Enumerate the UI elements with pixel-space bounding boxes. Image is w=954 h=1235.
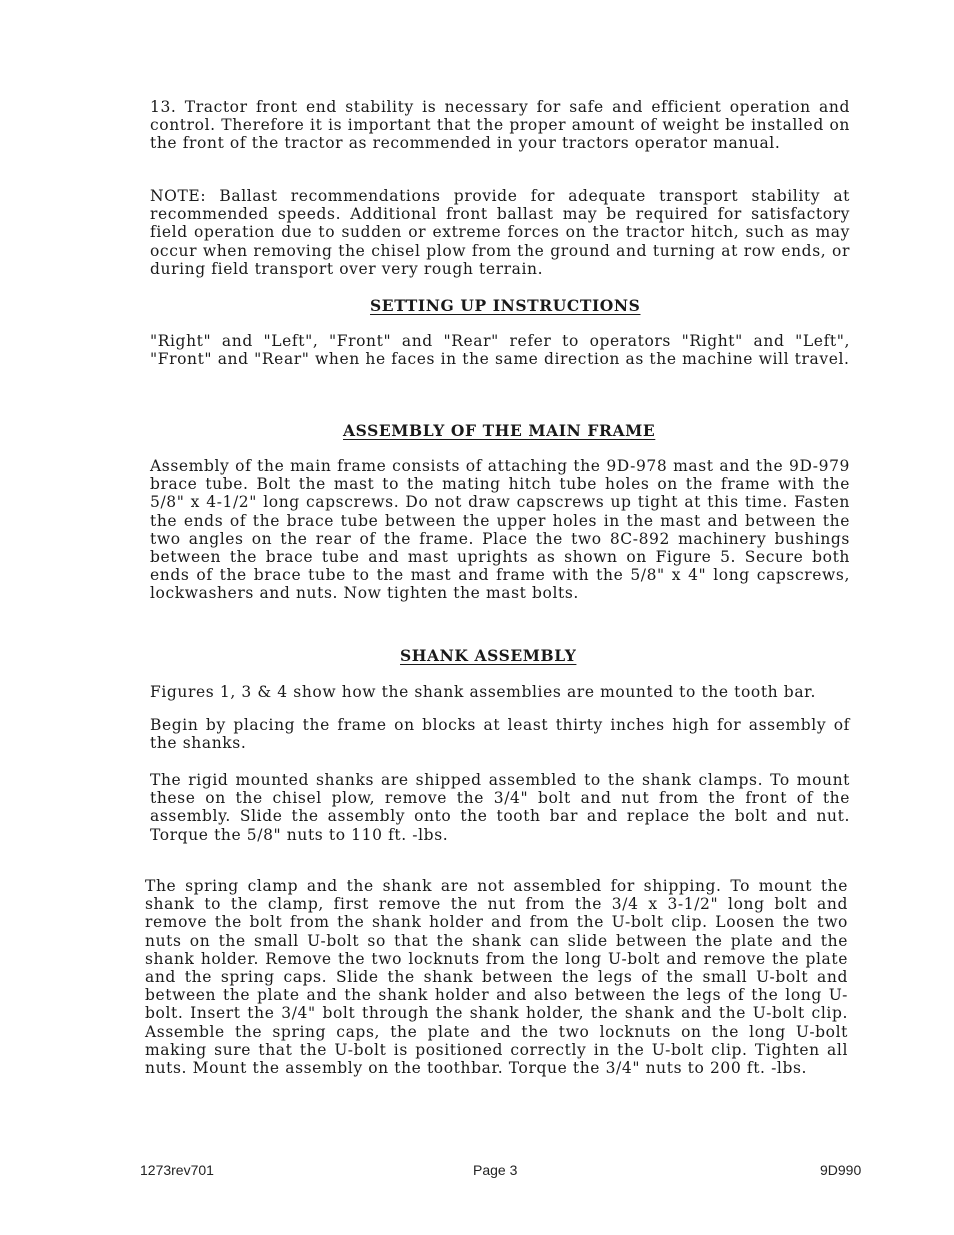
- paragraph-spring-clamp: The spring clamp and the shank are not assembled for shipping. To mount the shank to the clamp, first remove the nut from the 3/4 x 3-1/2" long bolt and remove the bolt from the shank holder and from the U-bolt clip. Loosen the two nuts on the small U-bolt so that the shank can slide between the plate and the shank holder. Remove the two locknuts from the long U-bolt and remove the plate and the spring caps. Slide the shank between the legs of the small U-bolt and between the plate and the shank holder and also between the legs of the long U-bolt. Insert the 3/4" bolt through the shank holder, the shank and the U-bolt clip. Assemble the spring caps, the plate and the two locknuts on the long U-bolt making sure that the U-bolt is positioned correctly in the U-bolt clip. Tighten all nuts. Mount the assembly on the toothbar. Torque the 3/4" nuts to 200 ft. -lbs.: [145, 877, 848, 1078]
- footer-page-number: Page 3: [473, 1162, 518, 1178]
- paragraph-setup-text: "Right" and "Left", "Front" and "Rear" refer to operators "Right" and "Left", "Front" and "Rear" when he faces in the same direction as the machine will travel.: [150, 332, 850, 369]
- paragraph-main-frame-text: Assembly of the main frame consists of attaching the 9D-978 mast and the 9D-979 brace tube. Bolt the mast to the mating hitch tube holes on the frame with the 5/8" x 4-1/2" long capscrews. Do not draw capscrews up tight at this time. Fasten the ends of the brace tube between the upper holes in the mast and between the two angles on the rear of the frame. Place the two 8C-892 machinery bushings between the brace tube and mast uprights as shown on Figure 5. Secure both ends of the brace tube to the mast and frame with the 5/8" x 4" long capscrews, lockwashers and nuts. Now tighten the mast bolts.: [150, 457, 850, 603]
- heading-main-frame-assembly: ASSEMBLY OF THE MAIN FRAME: [343, 421, 656, 440]
- heading-shank-assembly: SHANK ASSEMBLY: [400, 646, 577, 665]
- footer-part-number: 9D990: [820, 1162, 862, 1178]
- paragraph-tractor-stability: 13. Tractor front end stability is necessary for safe and efficient operation and control. Therefore it is important that the proper amount of weight be installed on the front of the tractor as recommended in your tractors operator manual.: [150, 98, 850, 153]
- paragraph-rigid-shanks: The rigid mounted shanks are shipped assembled to the shank clamps. To mount these on the chisel plow, remove the 3/4" bolt and nut from the front of the assembly. Slide the assembly onto the tooth bar and replace the bolt and nut. Torque the 5/8" nuts to 110 ft. -lbs.: [150, 771, 850, 844]
- footer-doc-id: 1273rev701: [140, 1162, 214, 1178]
- paragraph-shank-figures: Figures 1, 3 & 4 show how the shank assemblies are mounted to the tooth bar.: [150, 683, 816, 701]
- paragraph-ballast-note: NOTE: Ballast recommendations provide for adequate transport stability at recommended speeds. Additional front ballast may be required for satisfactory field operation due to sudden or extreme forces on the tractor hitch, such as may occur when removing the chisel plow from the ground and turning at row ends, or during field transport over very rough terrain.: [150, 187, 850, 278]
- paragraph-shank-blocks: Begin by placing the frame on blocks at least thirty inches high for assembly of the shanks.: [150, 716, 850, 753]
- heading-setting-up-instructions: SETTING UP INSTRUCTIONS: [370, 296, 641, 315]
